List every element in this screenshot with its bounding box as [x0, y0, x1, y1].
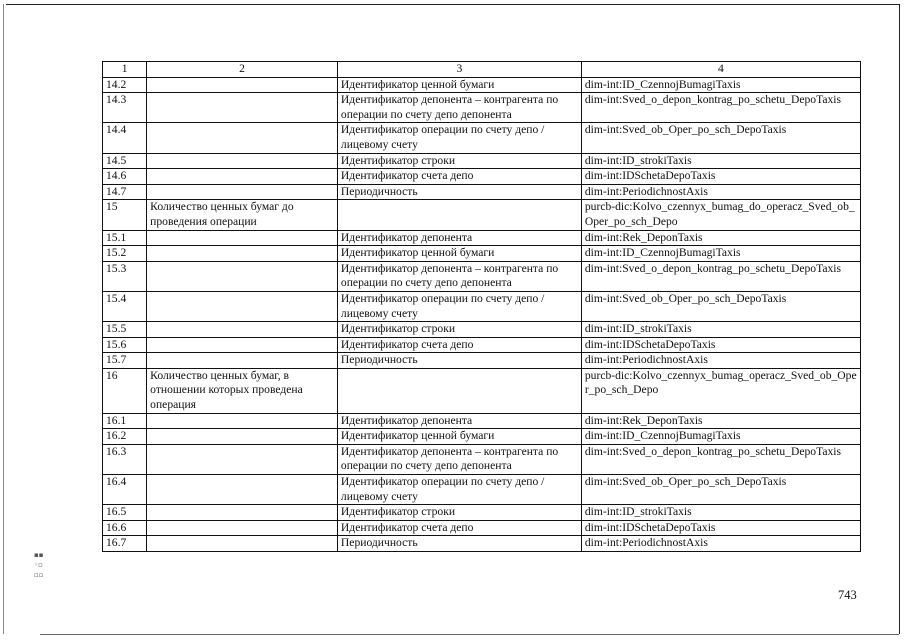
table-header-row — [103, 62, 861, 78]
table-row — [103, 169, 861, 185]
row-code: dim-int:Sved_ob_Oper_po_sch_DepoTaxis — [581, 123, 860, 153]
row-number: 16.6 — [103, 520, 147, 536]
row-number: 16.5 — [103, 505, 147, 521]
row-name — [147, 413, 338, 429]
row-name — [147, 246, 338, 262]
row-number: 16.2 — [103, 429, 147, 445]
row-name — [147, 444, 338, 474]
row-code: dim-int:Rek_DeponTaxis — [581, 413, 860, 429]
header-cell-1: 1 — [103, 62, 147, 78]
row-name: Количество ценных бумаг, в отношении которых проведена операция — [147, 368, 338, 413]
row-number: 14.6 — [103, 169, 147, 185]
row-code: dim-int:Sved_ob_Oper_po_sch_DepoTaxis — [581, 291, 860, 321]
row-description — [337, 368, 581, 413]
page-border-bottom — [40, 634, 899, 635]
table-row — [103, 429, 861, 445]
row-code: dim-int:Sved_o_depon_kontrag_po_schetu_DepoTaxis — [581, 261, 860, 291]
row-name — [147, 153, 338, 169]
row-name — [147, 353, 338, 369]
row-number: 14.5 — [103, 153, 147, 169]
row-name — [147, 230, 338, 246]
row-description: Идентификатор депонента — [337, 413, 581, 429]
table-row — [103, 230, 861, 246]
row-name — [147, 505, 338, 521]
row-number: 16 — [103, 368, 147, 413]
table-row — [103, 353, 861, 369]
row-name — [147, 322, 338, 338]
row-description: Идентификатор депонента – контрагента по операции по счету депо депонента — [337, 93, 581, 123]
row-code: dim-int:Sved_o_depon_kontrag_po_schetu_DepoTaxis — [581, 93, 860, 123]
row-description: Идентификатор счета депо — [337, 169, 581, 185]
header-cell-3: 3 — [337, 62, 581, 78]
row-code: dim-int:ID_CzennojBumagiTaxis — [581, 77, 860, 93]
row-code: dim-int:PeriodichnostAxis — [581, 536, 860, 552]
page-number: 743 — [838, 588, 857, 602]
row-description: Идентификатор ценной бумаги — [337, 77, 581, 93]
row-description: Идентификатор строки — [337, 322, 581, 338]
row-code: dim-int:ID_CzennojBumagiTaxis — [581, 429, 860, 445]
row-code: dim-int:PeriodichnostAxis — [581, 353, 860, 369]
table-row — [103, 77, 861, 93]
row-code: dim-int:ID_strokiTaxis — [581, 505, 860, 521]
row-name — [147, 261, 338, 291]
page-border-left — [3, 4, 4, 634]
row-name — [147, 169, 338, 185]
row-description: Идентификатор операции по счету депо / лицевому счету — [337, 291, 581, 321]
row-name — [147, 520, 338, 536]
table-row — [103, 200, 861, 230]
page-border-top — [6, 4, 899, 5]
header-cell-2: 2 — [147, 62, 338, 78]
row-description: Идентификатор счета депо — [337, 337, 581, 353]
document-table — [102, 61, 861, 552]
row-description: Периодичность — [337, 536, 581, 552]
table-row — [103, 184, 861, 200]
row-description: Периодичность — [337, 353, 581, 369]
row-number: 15.3 — [103, 261, 147, 291]
row-description: Идентификатор строки — [337, 153, 581, 169]
row-name — [147, 475, 338, 505]
row-number: 15 — [103, 200, 147, 230]
row-number: 15.2 — [103, 246, 147, 262]
table-row — [103, 475, 861, 505]
row-code: dim-int:ID_CzennojBumagiTaxis — [581, 246, 860, 262]
table-row — [103, 291, 861, 321]
row-description: Идентификатор депонента – контрагента по операции по счету депо депонента — [337, 444, 581, 474]
table-row — [103, 520, 861, 536]
table-row — [103, 536, 861, 552]
row-code: dim-int:Sved_o_depon_kontrag_po_schetu_DepoTaxis — [581, 444, 860, 474]
row-name — [147, 93, 338, 123]
row-name — [147, 429, 338, 445]
row-number: 14.4 — [103, 123, 147, 153]
scan-mark: ◦▫ — [34, 561, 43, 569]
row-number: 15.5 — [103, 322, 147, 338]
table-row — [103, 246, 861, 262]
scan-mark: ▫▫ — [34, 571, 44, 579]
scan-mark: ▪▪ — [34, 551, 44, 559]
row-description: Периодичность — [337, 184, 581, 200]
row-number: 16.3 — [103, 444, 147, 474]
row-description: Идентификатор ценной бумаги — [337, 429, 581, 445]
row-description: Идентификатор депонента – контрагента по операции по счету депо депонента — [337, 261, 581, 291]
row-code: dim-int:Rek_DeponTaxis — [581, 230, 860, 246]
row-code: dim-int:PeriodichnostAxis — [581, 184, 860, 200]
table-row — [103, 123, 861, 153]
row-number: 16.4 — [103, 475, 147, 505]
table-row — [103, 322, 861, 338]
row-code: dim-int:ID_strokiTaxis — [581, 153, 860, 169]
row-description: Идентификатор счета депо — [337, 520, 581, 536]
row-number: 15.1 — [103, 230, 147, 246]
margin-scan-marks — [34, 550, 50, 580]
table-row — [103, 93, 861, 123]
row-code: dim-int:IDSchetaDepoTaxis — [581, 169, 860, 185]
table-row — [103, 153, 861, 169]
row-number: 16.7 — [103, 536, 147, 552]
table-row — [103, 413, 861, 429]
row-name: Количество ценных бумаг до проведения операции — [147, 200, 338, 230]
row-name — [147, 123, 338, 153]
row-name — [147, 184, 338, 200]
row-number: 15.6 — [103, 337, 147, 353]
row-name — [147, 291, 338, 321]
row-code: purcb-dic:Kolvo_czennyx_bumag_do_operacz_Sved_ob_Oper_po_sch_Depo — [581, 200, 860, 230]
row-name — [147, 536, 338, 552]
row-description: Идентификатор ценной бумаги — [337, 246, 581, 262]
row-description: Идентификатор операции по счету депо / лицевому счету — [337, 123, 581, 153]
row-code: dim-int:ID_strokiTaxis — [581, 322, 860, 338]
row-number: 14.7 — [103, 184, 147, 200]
table-row — [103, 261, 861, 291]
table-row — [103, 505, 861, 521]
row-description — [337, 200, 581, 230]
row-description: Идентификатор депонента — [337, 230, 581, 246]
row-name — [147, 337, 338, 353]
page-border-right — [899, 4, 900, 634]
row-code: dim-int:IDSchetaDepoTaxis — [581, 520, 860, 536]
row-code: dim-int:Sved_ob_Oper_po_sch_DepoTaxis — [581, 475, 860, 505]
row-name — [147, 77, 338, 93]
table-row — [103, 368, 861, 413]
row-number: 14.3 — [103, 93, 147, 123]
row-description: Идентификатор строки — [337, 505, 581, 521]
table-row — [103, 337, 861, 353]
row-number: 15.7 — [103, 353, 147, 369]
row-number: 16.1 — [103, 413, 147, 429]
row-code: dim-int:IDSchetaDepoTaxis — [581, 337, 860, 353]
table-row — [103, 444, 861, 474]
row-code: purcb-dic:Kolvo_czennyx_bumag_operacz_Sved_ob_Oper_po_sch_Depo — [581, 368, 860, 413]
row-description: Идентификатор операции по счету депо / лицевому счету — [337, 475, 581, 505]
row-number: 14.2 — [103, 77, 147, 93]
header-cell-4: 4 — [581, 62, 860, 78]
row-number: 15.4 — [103, 291, 147, 321]
